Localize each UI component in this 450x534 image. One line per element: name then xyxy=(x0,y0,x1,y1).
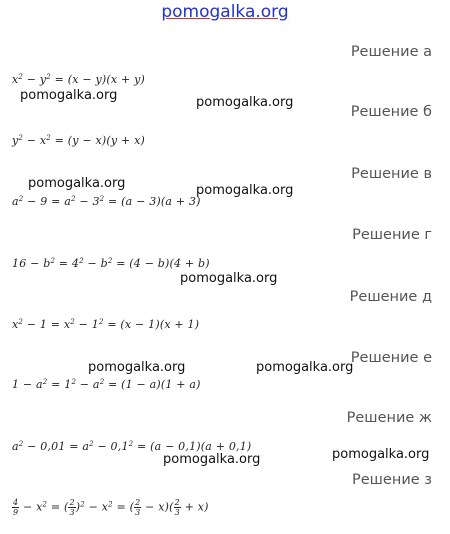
watermark: pomogalka.org xyxy=(20,88,118,103)
watermark: pomogalka.org xyxy=(88,360,186,375)
solution-heading-d: Решение д xyxy=(349,289,432,305)
formula-e: $1 - a^2 = 1^2 - a^2 = (1 - a)(1 + a)$ xyxy=(12,378,201,391)
fraction: $\frac{2}{3}$ xyxy=(69,498,75,517)
watermark: pomogalka.org xyxy=(332,447,430,462)
solution-heading-z: Решение з xyxy=(352,472,432,488)
watermark: pomogalka.org xyxy=(196,183,294,198)
solution-heading-b: Решение б xyxy=(350,104,432,120)
solution-heading-a: Решение а xyxy=(350,44,432,60)
solution-heading-g: Решение г xyxy=(352,227,432,243)
watermark: pomogalka.org xyxy=(163,452,261,467)
watermark: pomogalka.org xyxy=(28,176,126,191)
fraction: $\frac{2}{3}$ xyxy=(135,498,141,517)
formula-z: $\frac{4}{9}$ − $x^2$ = ( $\frac{2}{3}$ )$^2 - x^2$ = ( $\frac{2}{3}$ − x)( $\frac{2}{3}$ + x) xyxy=(13,498,209,517)
watermark: pomogalka.org xyxy=(196,95,294,110)
formula-v: $a^2 - 9 = a^2 - 3^2 = (a - 3)(a + 3)$ xyxy=(12,195,201,208)
formula-d: $x^2 - 1 = x^2 - 1^2 = (x - 1)(x + 1)$ xyxy=(12,318,200,331)
site-title[interactable]: pomogalka.org xyxy=(161,2,289,22)
formula-b: $y^2 - x^2 = (y - x)(y + x)$ xyxy=(12,134,145,147)
fraction: $\frac{4}{9}$ xyxy=(13,498,19,517)
formula-a: $x^2 - y^2 = (x - y)(x + y)$ xyxy=(12,73,145,86)
solution-heading-zh: Решение ж xyxy=(346,410,432,426)
formula-zh: $a^2 - 0,01 = a^2 - 0,1^2 = (a - 0,1)(a + 0,1)$ xyxy=(12,440,252,453)
solution-heading-e: Решение е xyxy=(350,350,432,366)
watermark: pomogalka.org xyxy=(256,360,354,375)
fraction: $\frac{2}{3}$ xyxy=(174,498,180,517)
solution-heading-v: Решение в xyxy=(351,166,432,182)
watermark: pomogalka.org xyxy=(180,271,278,286)
formula-g: $16 - b^2 = 4^2 - b^2 = (4 - b)(4 + b)$ xyxy=(12,257,210,270)
